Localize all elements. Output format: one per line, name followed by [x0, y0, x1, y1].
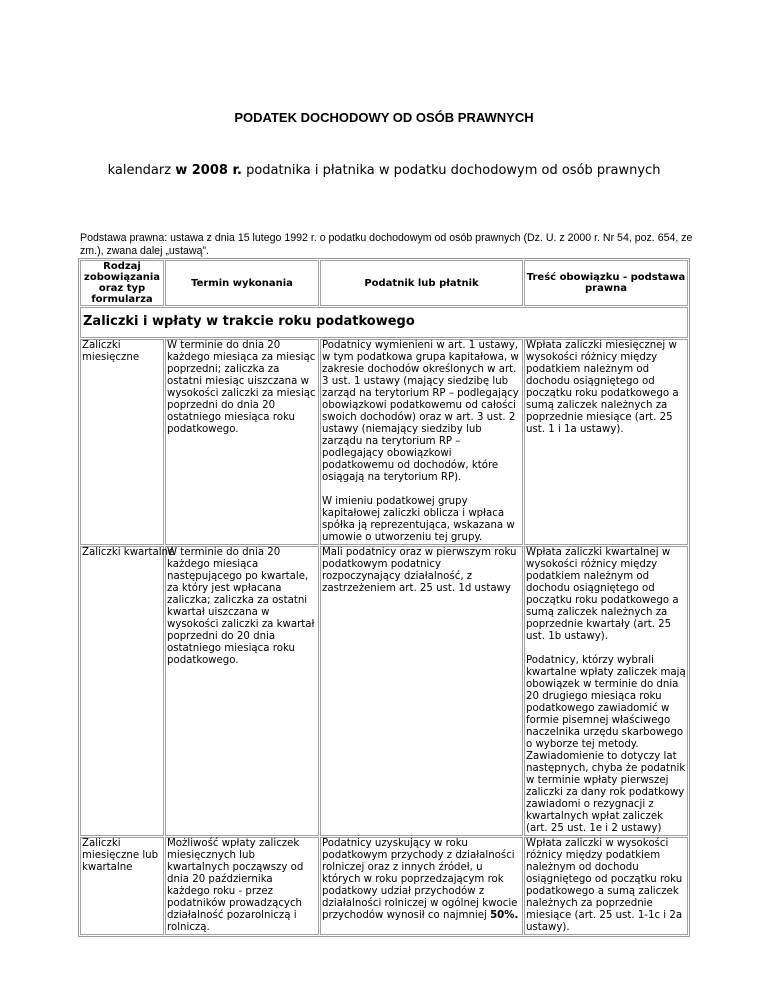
cell-type: Zaliczki miesięczne [80, 339, 164, 545]
document-subtitle [0, 163, 768, 178]
subtitle-year: w 2008 r. [175, 163, 242, 178]
taxpayer-text: Podatnicy uzyskujący w roku podatkowym przychody z działalności rolniczej oraz z innych źródeł, u których w roku poprzedzającym rok podatkowy udział przychodów z działalności rolniczej w ogólnej kwocie przychodów wynosił co najmniej [322, 838, 518, 921]
cell-type: Zaliczki miesięczne lub kwartalne [80, 837, 164, 935]
section-title: Zaliczki i wpłaty w trakcie roku podatkowego [80, 307, 688, 338]
cell-duty: Wpłata zaliczki w wysokości różnicy między podatkiem należnym od dochodu osiągniętego od początku roku podatkowego a sumą zaliczek należnych za poprzednie miesiące (art. 25 ust. 1-1c i 2a ustawy). [524, 837, 688, 935]
cell-duty [524, 546, 688, 836]
tax-calendar-table [78, 258, 690, 937]
subtitle-prefix: kalendarz [107, 163, 176, 178]
cell-type: Zaliczki kwartalne [80, 546, 164, 836]
legal-basis: Podstawa prawna: ustawa z dnia 15 lutego 1992 r. o podatku dochodowym od osób prawnych (Dz. U. z 2000 r. Nr 54, poz. 654, ze zm.), zwana dalej „ustawą”. [80, 232, 693, 257]
header-duty: Treść obowiązku - podstawa prawna [524, 260, 688, 306]
table-row [80, 837, 688, 935]
table-row [80, 339, 688, 545]
taxpayer-text: Podatnicy wymienieni w art. 1 ustawy, w tym podatkowa grupa kapitałowa, w zakresie dochodów określonych w art. 3 ust. 1 ustawy (mający siedzibę lub zarząd na terytorium RP – podlegający obowiązkowi podatkowemu od całości swoich dochodów) oraz w art. 3 ust. 2 ustawy (niemający siedziby lub zarządu na terytorium RP – podlegający obowiązkowi podatkowemu od dochodów, które osiągają na terytorium RP). [322, 340, 519, 483]
header-obligation-type: Rodzaj zobowiązania oraz typ formularza [80, 260, 164, 306]
document-title: PODATEK DOCHODOWY OD OSÓB PRAWNYCH [234, 110, 534, 125]
cell-deadline: W terminie do dnia 20 każdego miesiąca następującego po kwartale, za który jest wpłacana zaliczka; zaliczka za ostatni kwartał uiszczana w wysokości zaliczki za kwartał poprzedni do 20 dnia ostatniego miesiąca roku podatkowego. [165, 546, 319, 836]
table-row [80, 546, 688, 836]
table-header-row [80, 260, 688, 306]
taxpayer-extra-text: W imieniu podatkowej grupy kapitałowej zaliczki oblicza i wpłaca spółka ją reprezentująca, wskazana w umowie o utworzeniu tej grupy. [322, 496, 515, 543]
cell-taxpayer [320, 339, 523, 545]
section-row [80, 307, 688, 338]
header-deadline: Termin wykonania [165, 260, 319, 306]
cell-duty: Wpłata zaliczki miesięcznej w wysokości różnicy między podatkiem należnym od dochodu osiągniętego od początku roku podatkowego a sumą zaliczek należnych za poprzednie miesiące (art. 25 ust. 1 i 1a ustawy). [524, 339, 688, 545]
taxpayer-share-value: 50%. [490, 910, 519, 921]
header-taxpayer: Podatnik lub płatnik [320, 260, 523, 306]
duty-text: Wpłata zaliczki kwartalnej w wysokości różnicy między podatkiem należnym od dochodu osiągniętego od początku roku podatkowego a sumą zaliczek należnych za poprzednie kwartały (art. 25 ust. 1b ustawy). [526, 547, 679, 642]
subtitle-suffix: podatnika i płatnika w podatku dochodowym od osób prawnych [241, 163, 661, 178]
cell-taxpayer [320, 837, 523, 935]
duty-extra-text: Podatnicy, którzy wybrali kwartalne wpłaty zaliczek mają obowiązek w terminie do dnia 20 drugiego miesiąca roku podatkowego zawiadomić w formie pisemnej właściwego naczelnika urzędu skarbowego o wyborze tej metody. Zawiadomienie to dotyczy lat następnych, chyba że podatnik w terminie wpłaty pierwszej zaliczki za dany rok podatkowy zawiadomi o rezygnacji z kwartalnych wpłat zaliczek (art. 25 ust. 1e i 2 ustawy) [526, 655, 686, 834]
cell-taxpayer: Mali podatnicy oraz w pierwszym roku podatkowym podatnicy rozpoczynający działalność, z zastrzeżeniem art. 25 ust. 1d ustawy [320, 546, 523, 836]
cell-deadline: W terminie do dnia 20 każdego miesiąca za miesiąc poprzedni; zaliczka za ostatni miesiąc uiszczana w wysokości zaliczki za miesiąc poprzedni do dnia 20 ostatniego miesiąca roku podatkowego. [165, 339, 319, 545]
cell-deadline: Możliwość wpłaty zaliczek miesięcznych lub kwartalnych począwszy od dnia 20 października każdego roku - przez podatników prowadzących działalność pozarolniczą i rolniczą. [165, 837, 319, 935]
